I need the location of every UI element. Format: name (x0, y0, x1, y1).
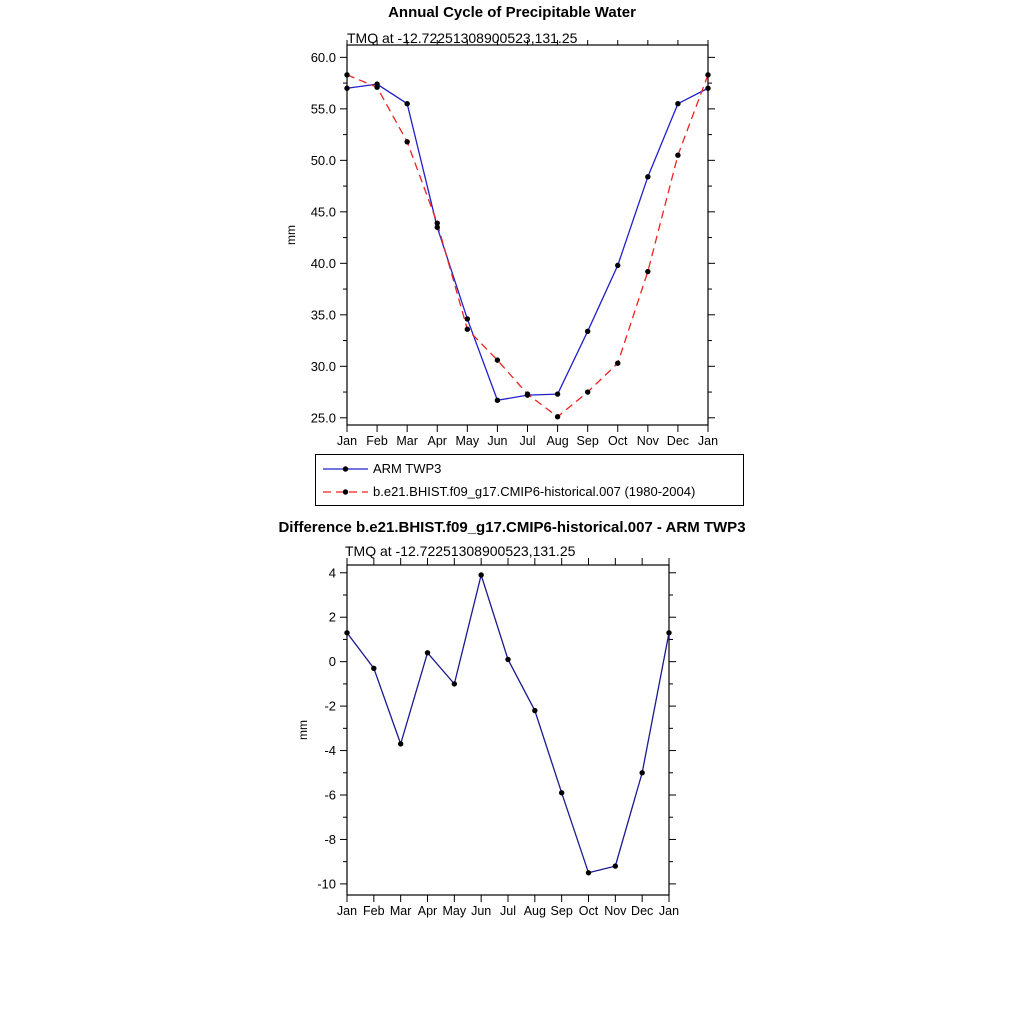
annual-cycle-plot (270, 40, 770, 454)
data-point (374, 85, 379, 90)
data-point (666, 630, 671, 635)
data-point (495, 398, 500, 403)
x-tick-label: Apr (427, 434, 447, 448)
y-tick-label: 35.0 (310, 307, 336, 323)
y-tick-label: -10 (317, 876, 336, 892)
legend-line-sample-icon (321, 485, 371, 499)
x-tick-label: Feb (366, 434, 388, 448)
data-point (425, 650, 430, 655)
data-point (613, 863, 618, 868)
data-point (532, 708, 537, 713)
data-point (585, 329, 590, 334)
y-tick-label: -4 (324, 743, 336, 759)
data-point (435, 220, 440, 225)
data-point (586, 870, 591, 875)
x-tick-label: Sep (576, 434, 599, 448)
x-tick-label: Dec (631, 904, 654, 918)
series-line-0 (347, 575, 669, 873)
data-point (478, 572, 483, 577)
data-point (398, 741, 403, 746)
x-tick-label: May (455, 434, 480, 448)
y-tick-label: 0 (328, 654, 336, 670)
data-point (639, 770, 644, 775)
data-point (404, 101, 409, 106)
series-line-1 (347, 75, 708, 417)
x-tick-label: Dec (666, 434, 690, 448)
y-tick-label: 40.0 (310, 255, 336, 271)
data-point (705, 86, 710, 91)
y-tick-label: 4 (328, 565, 336, 581)
x-tick-label: Jan (697, 434, 719, 448)
x-tick-label: Apr (417, 904, 438, 918)
data-point (344, 72, 349, 77)
data-point (675, 152, 680, 157)
x-tick-label: Nov (636, 434, 659, 448)
x-tick-label: Oct (608, 434, 628, 448)
y-tick-label: 25.0 (310, 410, 336, 426)
x-tick-label: Jul (500, 904, 516, 918)
data-point (705, 72, 710, 77)
x-tick-label: Nov (604, 904, 627, 918)
annual-cycle-subtitle: TMQ at -12.72251308900523,131.25 (347, 30, 578, 46)
y-tick-label: -8 (324, 831, 336, 847)
data-point (645, 174, 650, 179)
data-point (555, 391, 560, 396)
legend-entry-model (316, 480, 743, 503)
y-axis-label: mm (296, 720, 310, 740)
data-point (645, 269, 650, 274)
x-tick-label: Mar (389, 904, 412, 918)
data-point (585, 389, 590, 394)
data-point (465, 316, 470, 321)
y-tick-label: 45.0 (310, 204, 336, 220)
data-point (495, 357, 500, 362)
plot-frame (347, 45, 708, 425)
x-tick-label: Jul (519, 434, 536, 448)
y-axis-label: mm (284, 225, 298, 245)
x-tick-label: Jan (336, 434, 358, 448)
x-tick-label: Oct (578, 904, 599, 918)
data-point (452, 681, 457, 686)
y-tick-label: 30.0 (310, 358, 336, 374)
difference-subtitle: TMQ at -12.72251308900523,131.25 (345, 543, 576, 559)
legend-marker (343, 489, 348, 494)
data-point (615, 361, 620, 366)
legend-line-sample-icon (321, 462, 371, 476)
x-tick-label: Aug (523, 904, 546, 918)
y-tick-label: 60.0 (310, 49, 336, 65)
data-point (675, 101, 680, 106)
data-point (344, 630, 349, 635)
difference-plot (270, 556, 770, 928)
y-tick-label: -2 (324, 698, 336, 714)
legend-marker (343, 466, 348, 471)
x-tick-label: Jun (471, 904, 492, 918)
y-tick-label: 55.0 (310, 101, 336, 117)
legend-label-model: b.e21.BHIST.f09_g17.CMIP6-historical.007 (1980-2004) (373, 484, 696, 499)
x-tick-label: Feb (363, 904, 385, 918)
data-point (465, 327, 470, 332)
y-tick-label: 50.0 (310, 152, 336, 168)
x-tick-label: Sep (550, 904, 573, 918)
data-point (525, 391, 530, 396)
annual-cycle-title: Annual Cycle of Precipitable Water (388, 4, 636, 21)
difference-title: Difference b.e21.BHIST.f09_g17.CMIP6-historical.007 - ARM TWP3 (278, 519, 746, 536)
x-tick-label: May (442, 904, 467, 918)
data-point (559, 790, 564, 795)
data-point (555, 414, 560, 419)
legend-entry-arm-twp3 (316, 457, 743, 480)
x-tick-label: Jan (658, 904, 680, 918)
y-tick-label: 2 (328, 609, 336, 625)
data-point (615, 263, 620, 268)
x-tick-label: Jun (487, 434, 508, 448)
data-point (404, 139, 409, 144)
x-tick-label: Mar (396, 434, 418, 448)
data-point (371, 666, 376, 671)
data-point (344, 86, 349, 91)
x-tick-label: Aug (546, 434, 569, 448)
data-point (505, 657, 510, 662)
y-tick-label: -6 (324, 787, 336, 803)
legend-box (315, 454, 744, 506)
x-tick-label: Jan (336, 904, 358, 918)
legend-label-arm-twp3: ARM TWP3 (373, 461, 442, 476)
